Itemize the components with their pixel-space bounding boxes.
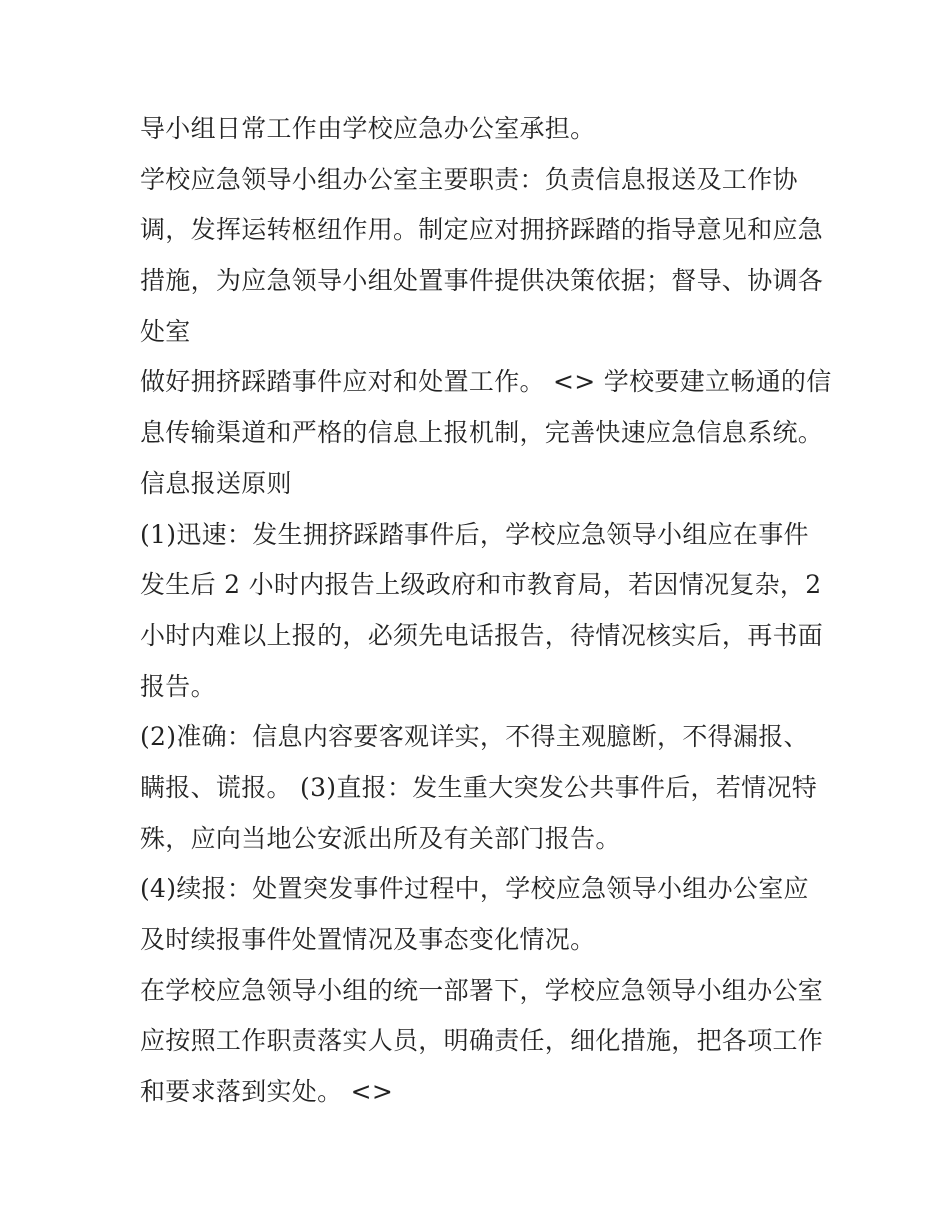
text-line: 殊，应向当地公安派出所及有关部门报告。: [140, 823, 621, 853]
text-line: 学校应急领导小组办公室主要职责：负责信息报送及工作协: [140, 164, 798, 194]
text-line: 小时内难以上报的，必须先电话报告，待情况核实后，再书面: [140, 620, 824, 650]
text-line: 息传输渠道和严格的信息上报机制，完善快速应急信息系统。: [140, 418, 824, 448]
text-line: (4)续报：处置突发事件过程中，学校应急领导小组办公室应: [140, 874, 809, 904]
text-line: 发生后 2 小时内报告上级政府和市教育局，若因情况复杂，2: [140, 570, 822, 600]
text-line: 瞒报、谎报。 (3)直报：发生重大突发公共事件后，若情况特: [140, 772, 818, 802]
section-heading: 信息报送原则: [140, 468, 292, 498]
text-line: 措施，为应急领导小组处置事件提供决策依据；督导、协调各: [140, 266, 824, 296]
text-line: (1)迅速：发生拥挤踩踏事件后，学校应急领导小组应在事件: [140, 519, 809, 549]
text-line: 应按照工作职责落实人员，明确责任，细化措施，把各项工作: [140, 1026, 824, 1056]
text-line: 处室: [140, 316, 191, 346]
document-body: [140, 104, 832, 1118]
text-line: 和要求落到实处。 <>: [140, 1077, 394, 1107]
text-line: 导小组日常工作由学校应急办公室承担。: [140, 114, 596, 143]
text-line: 及时续报事件处置情况及事态变化情况。: [140, 925, 596, 954]
text-line: 做好拥挤踩踏事件应对和处置工作。 <> 学校要建立畅通的信: [140, 367, 832, 397]
text-line: 在学校应急领导小组的统一部署下，学校应急领导小组办公室: [140, 975, 824, 1005]
text-line: 报告。: [140, 671, 216, 701]
text-line: 调，发挥运转枢纽作用。制定应对拥挤踩踏的指导意见和应急: [140, 215, 824, 245]
text-line: (2)准确：信息内容要客观详实，不得主观臆断，不得漏报、: [140, 722, 809, 752]
